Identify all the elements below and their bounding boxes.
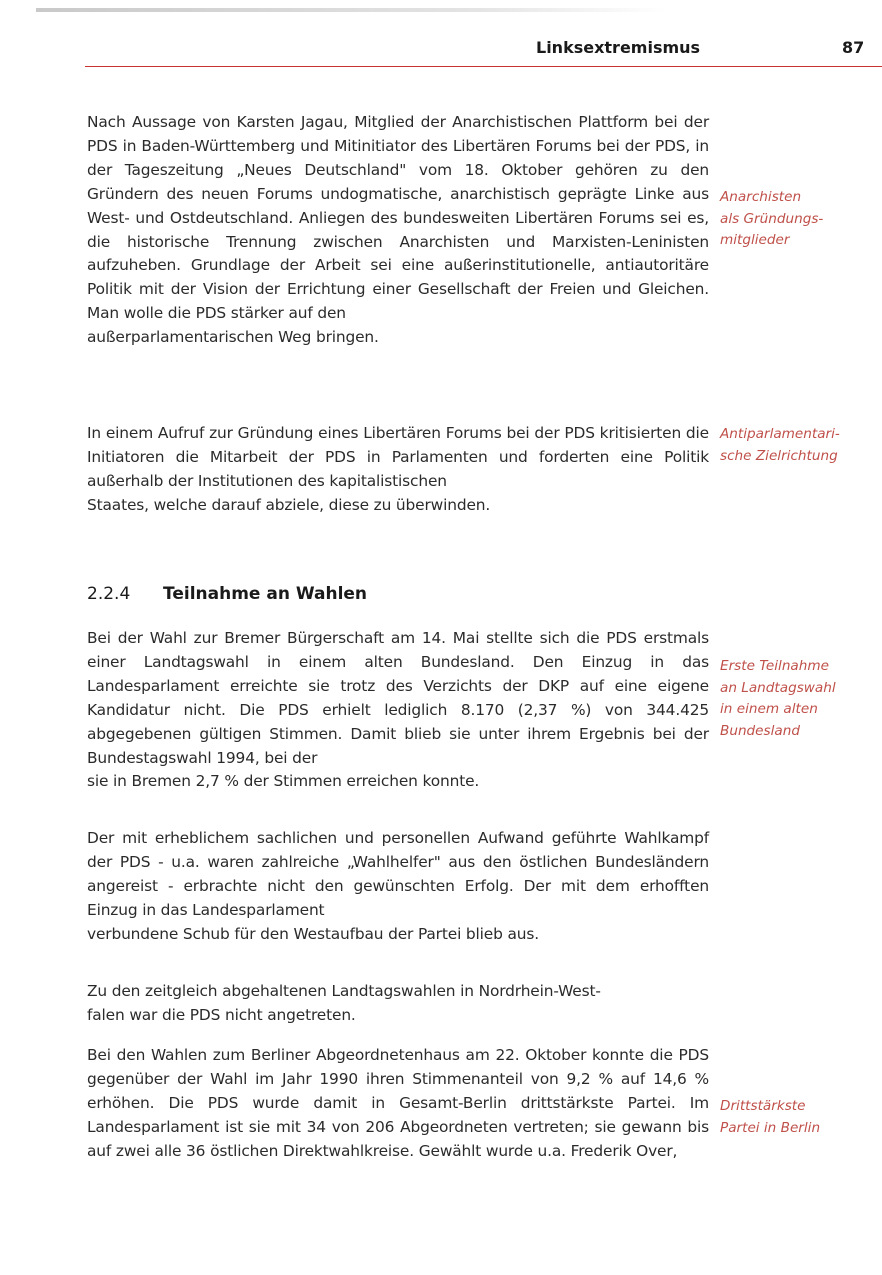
top-shade-bar xyxy=(36,8,666,12)
paragraph-6 xyxy=(87,1044,709,1164)
running-header-title: Linksextremismus xyxy=(536,38,701,57)
margin-note-drittstaerkste: Drittstärkste Partei in Berlin xyxy=(720,1098,821,1136)
margin-note-antiparlamentarisch: Antiparlamentari- sche Zielrichtung xyxy=(720,426,840,464)
paragraph-body: Bei der Wahl zur Bremer Bürgerschaft am 14. Mai stellte sich die PDS erstmals einer Landtagswahl in einem alten Bundesland. Den Einzug in das Landesparlament erreichte sie trotz des Verzichts der DKP auf eine eigene Kandidatur nicht. Die PDS erhielt lediglich 8.170 (2,37 %) von 344.425 abgegebenen gültigen Stimmen. Damit blieb sie unter ihrem Ergebnis bei der Bundestagswahl 1994, bei der xyxy=(87,629,709,767)
paragraph-body: Nach Aussage von Karsten Jagau, Mitglied der Anarchistischen Plattform bei der PDS in Baden-Württemberg und Mitinitiator des Libertären Forums bei der PDS, in der Tageszeitung „Neues Deutschland" vom 18. Oktober gehören zu den Gründern des neuen Forums undogmatische, anarchistisch geprägte Linke aus West- und Ostdeutschland. Anliegen des bundesweiten Libertären Forums sei es, die historische Trennung zwischen Anarchisten und Marxisten-Leninisten aufzuheben. Grundlage der Arbeit sei eine außerinstitutionelle, antiautoritäre Politik mit der Vision der Errichtung einer Gesellschaft der Freien und Gleichen. Man wolle die PDS stärker auf den xyxy=(87,113,709,323)
section-title: Teilnahme an Wahlen xyxy=(163,584,368,604)
paragraph-3 xyxy=(87,627,709,794)
paragraph-last-line: falen war die PDS nicht angetreten. xyxy=(87,1005,356,1024)
margin-note-erste-teilnahme: Erste Teilnahme an Landtagswahl in einem alten Bundesland xyxy=(720,658,836,739)
paragraph-body: Bei den Wahlen zum Berliner Abgeordnetenhaus am 22. Oktober konnte die PDS gegenüber der Wahl im Jahr 1990 ihren Stimmenanteil von 9,2 % auf 14,6 % erhöhen. Die PDS wurde damit in Gesamt-Berlin drittstärkste Partei. Im Landesparlament ist sie mit 34 von 206 Abgeordneten vertreten; sie gewann bis auf zwei alle 36 östlichen Direktwahlkreise. Gewählt wurde u.a. Frederik Over, xyxy=(87,1046,709,1160)
paragraph-body: Zu den zeitgleich abgehaltenen Landtagswahlen in Nordrhein-West- xyxy=(87,982,601,1000)
paragraph-1 xyxy=(87,111,709,350)
section-heading xyxy=(87,584,367,604)
paragraph-body: In einem Aufruf zur Gründung eines Libertären Forums bei der PDS kritisierten die Initiatoren die Mitarbeit der PDS in Parlamenten und forderten eine Politik außerhalb der Institutionen des kapitalistischen xyxy=(87,424,709,490)
margin-note-anarchisten: Anarchisten als Gründungs- mitglieder xyxy=(720,189,824,248)
paragraph-body: Der mit erheblichem sachlichen und personellen Aufwand geführte Wahlkampf der PDS - u.a. waren zahlreiche „Wahlhelfer" aus den östlichen Bundesländern angereist - erbrachte nicht den gewünschten Erfolg. Der mit dem erhofften Einzug in das Landesparlament xyxy=(87,829,709,919)
paragraph-last-line: außerparlamentarischen Weg bringen. xyxy=(87,328,379,347)
paragraph-last-line: Staates, welche darauf abziele, diese zu überwinden. xyxy=(87,495,491,514)
paragraph-2 xyxy=(87,422,709,518)
page-number: 87 xyxy=(842,38,865,57)
paragraph-4 xyxy=(87,827,709,947)
paragraph-last-line: sie in Bremen 2,7 % der Stimmen erreichen konnte. xyxy=(87,772,480,791)
paragraph-last-line: verbundene Schub für den Westaufbau der Partei blieb aus. xyxy=(87,924,539,943)
section-number: 2.2.4 xyxy=(87,584,131,604)
paragraph-5 xyxy=(87,980,709,1028)
header-rule xyxy=(85,66,882,67)
